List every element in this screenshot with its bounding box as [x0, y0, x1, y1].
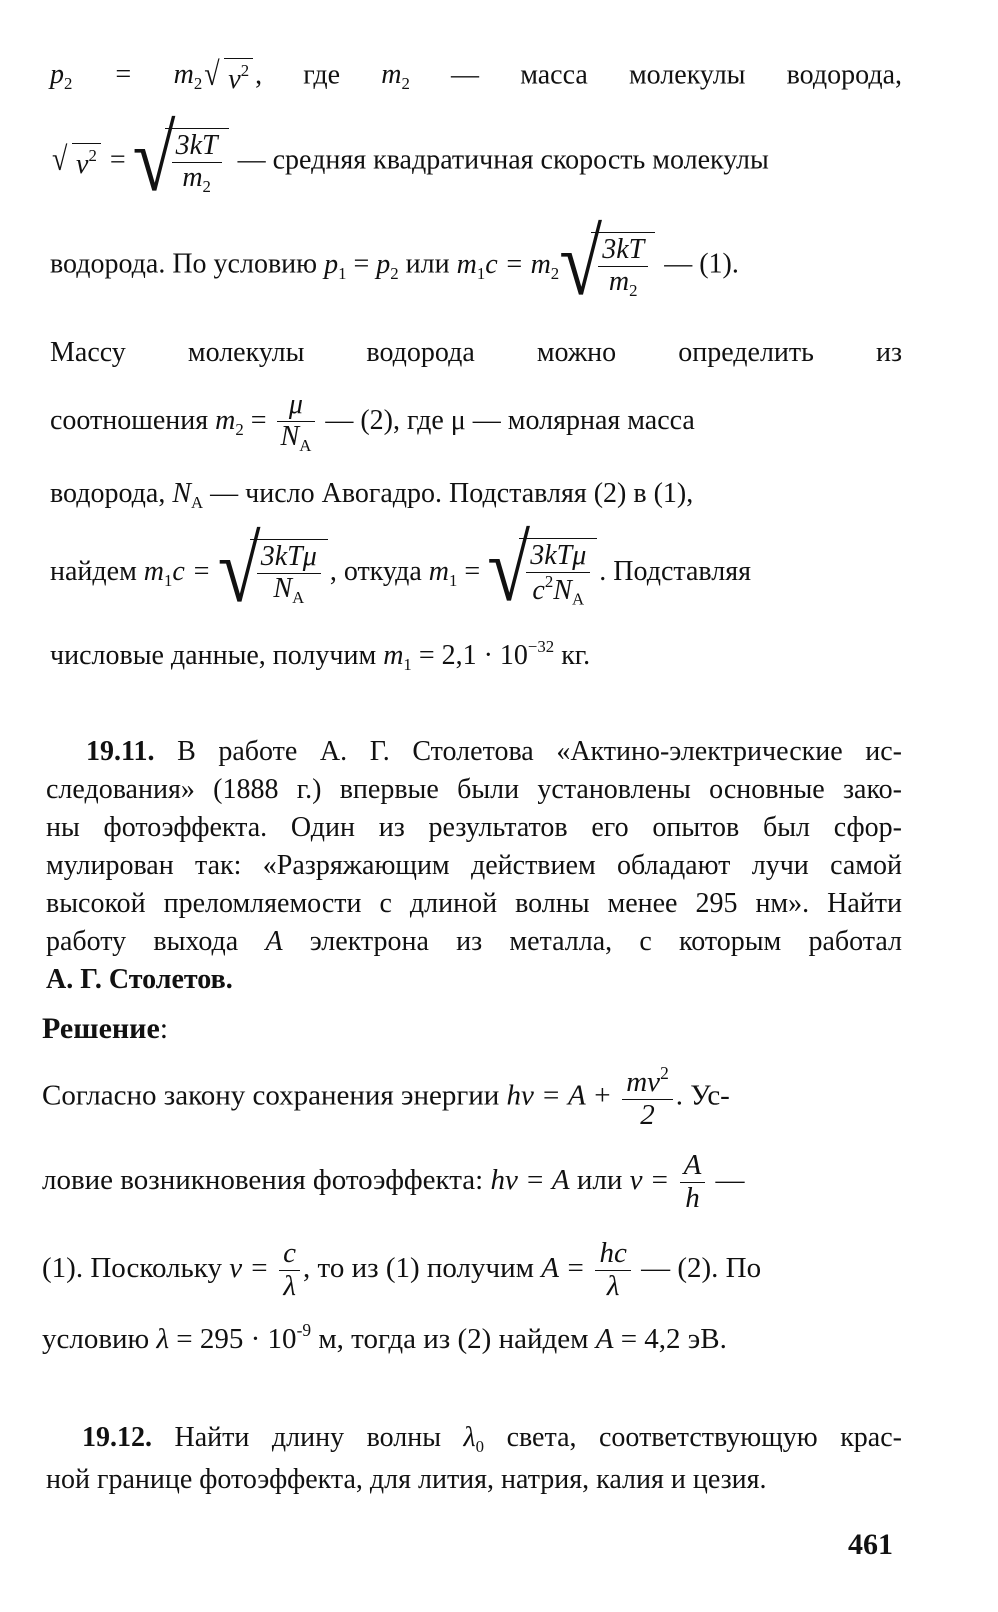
eq-sign: = [102, 144, 133, 176]
text-from-1: , то из (1) получим [303, 1252, 542, 1285]
wavelength-exponent: -9 [296, 1320, 312, 1340]
nu-symbol: ν = [229, 1252, 277, 1285]
text-substituting: . Подставляя [599, 555, 751, 587]
solution-line-1 [50, 58, 902, 96]
problem-author: А. Г. Столетов. [46, 964, 233, 995]
eq-label-2: — (2). По [633, 1252, 762, 1285]
problem-text: ны фотоэффекта. Один из результатов его опытов был сфор- [46, 812, 902, 843]
solution-line-3 [50, 210, 739, 315]
energy-equation: hν = A + [506, 1079, 620, 1112]
frac-mu-na: $\frac{\mu}{N_A}$ [277, 390, 316, 455]
p1-symbol: $p_1$ [324, 248, 347, 283]
m2-symbol: = $m_2$ [72, 59, 203, 94]
text-molar-mass: — (2), где μ — молярная масса [318, 405, 695, 436]
problem-text: мулирован так: «Разряжающим действием обладают лучи самой [46, 850, 902, 881]
A-symbol: A = [541, 1252, 593, 1285]
problem-19-11-line-3 [46, 812, 902, 844]
solution-19-11-line-4 [42, 1320, 727, 1356]
lambda0-symbol: $\lambda_0$ [463, 1422, 485, 1456]
eq-sign: = [243, 405, 274, 436]
m1-symbol: $m_1$ [383, 639, 412, 674]
solution-line-8 [50, 637, 590, 675]
solution-line-7 [50, 516, 751, 622]
m2-symbol: $m_2$ [215, 405, 244, 439]
problem-19-11-line-2 [46, 774, 902, 806]
line-1-content [50, 58, 902, 96]
text-ili: или [569, 1164, 630, 1197]
problem-number: 19.11. [86, 736, 155, 767]
solution-line-4 [50, 337, 902, 369]
sqrt-3ktmu-na: √ $\frac{\text{3kTμ}}{N_A}$ [220, 539, 328, 607]
solution-colon: : [159, 1012, 169, 1045]
m1c-expression: $m_1c = m_2$ [456, 248, 560, 283]
p2-symbol: $p_2$ [376, 248, 399, 283]
text-energy-conservation: Согласно закону сохранения энергии [42, 1079, 507, 1112]
result-unit: кг. [554, 639, 591, 671]
text-relation: соотношения [50, 405, 216, 436]
lambda-symbol: λ [156, 1323, 170, 1356]
text-find: найдем [50, 555, 144, 587]
text-rms-speed: — средняя квадратичная скорость молекулы [230, 144, 769, 176]
sqrt-3kt-m2: √ $\frac{3kT}{m_2}$ [135, 128, 229, 196]
solution-heading [42, 1012, 168, 1046]
A-symbol: A [265, 926, 283, 957]
m2-symbol-b: $m_2$ [381, 59, 410, 94]
text-photo-condition: ловие возникновения фотоэффекта: [42, 1164, 491, 1197]
condition-equation: hν = A [490, 1164, 570, 1197]
problem-19-12-line-1 [82, 1422, 902, 1457]
problem-19-12-line-2 [46, 1464, 767, 1496]
text-numeric-data: числовые данные, получим [50, 639, 384, 671]
frac-3kt-m2: $\frac{3kT}{m_2}$ [172, 131, 222, 196]
text-otkuda: , откуда [329, 555, 429, 587]
solution-line-6 [50, 478, 693, 513]
problem-number: 19.12. [82, 1422, 152, 1453]
frac-3kt-m2-b: $\frac{3kT}{m_2}$ [598, 235, 648, 300]
text-us: . Ус- [675, 1079, 730, 1112]
problem-text: следования» (1888 г.) впервые были установлены основные зако- [46, 774, 902, 805]
problem-text: 19.12. Найти длину волны $\lambda_0$ света, соответствующую крас- [82, 1422, 902, 1456]
sqrt-v2-b: √ $v^2$ [52, 143, 101, 181]
text-since: (1). Поскольку [42, 1252, 230, 1285]
result-exponent: −32 [527, 637, 555, 656]
text-hydrogen: водорода, [50, 478, 173, 509]
problem-text: высокой преломляемости с длиной волны менее 295 нм». Найти [46, 888, 902, 919]
problem-19-11-line-1 [86, 736, 902, 768]
work-function-result: = 4,2 эВ. [613, 1323, 727, 1356]
frac-3ktmu-c2na: $\frac{\text{3kTμ}}{c^2N_A}$ [526, 541, 590, 609]
problem-19-11-line-5 [46, 888, 902, 920]
sqrt-3kt-m2-b: √ $\frac{3kT}{m_2}$ [561, 232, 655, 300]
sqrt-3ktmu-c2na: √ $\frac{\text{3kTμ}}{c^2N_A}$ [489, 538, 597, 609]
na-symbol: $N_A$ [172, 478, 204, 512]
eq-label-1: — (1). [657, 248, 739, 280]
result-value: = 2,1 · 10 [411, 639, 528, 671]
problem-19-11-line-4 [46, 850, 902, 882]
frac-3ktmu-na: $\frac{\text{3kTμ}}{N_A}$ [257, 542, 321, 607]
problem-text: ной границе фотоэффекта, для лития, натрия, калия и цезия. [46, 1464, 767, 1495]
solution-line-5 [50, 390, 695, 455]
solution-19-11-line-1 [42, 1064, 730, 1132]
solution-19-11-line-2 [42, 1150, 745, 1215]
solution-19-11-line-3 [42, 1238, 761, 1303]
text-ili: или [398, 248, 457, 280]
solution-label: Решение [42, 1012, 160, 1045]
frac-c-lambda: $\frac{c}{\lambda}$ [279, 1238, 300, 1303]
problem-text: 19.11. В работе А. Г. Столетова «Актино-электрические ис- [86, 736, 902, 767]
frac-mv2-2: $\frac{mv^2}{2}$ [622, 1064, 673, 1132]
page-number [848, 1528, 893, 1562]
frac-A-h: $\frac{A}{h}$ [680, 1150, 706, 1215]
m1-symbol: $m_1$ [428, 555, 458, 590]
nu-symbol: ν = [629, 1164, 677, 1197]
eq-sign: = [457, 555, 488, 587]
text-hydrogen-condition: водорода. По условию [50, 248, 325, 280]
text-avogadro: — число Авогадро. Подставляя (2) в (1), [203, 478, 694, 509]
text-mass: — масса молекулы водорода, [409, 59, 902, 91]
dash: — [708, 1164, 745, 1197]
problem-19-11-line-7 [46, 964, 233, 996]
solution-line-2 [50, 106, 769, 211]
m1c-symbol: $m_1c$ = [143, 555, 218, 590]
page-number-text: 461 [848, 1528, 893, 1561]
sqrt-v2: √ $v^2$ [204, 58, 253, 96]
text-gde: , где [255, 59, 382, 91]
text-condition: условию [42, 1323, 157, 1356]
frac-hc-lambda: $\frac{hc}{\lambda}$ [595, 1238, 630, 1303]
text-then: м, тогда из (2) найдем [311, 1323, 596, 1356]
text-mass-molecule: Массу молекулы водорода можно определить из [50, 337, 902, 368]
p2-symbol: $p_2$ [50, 59, 73, 94]
eq-sign: = [346, 248, 377, 280]
problem-text: работу выхода A электрона из металла, с которым работал [46, 926, 902, 957]
A-symbol: A [595, 1323, 614, 1356]
problem-19-11-line-6 [46, 926, 902, 958]
wavelength-value: = 295 · 10 [169, 1323, 297, 1356]
